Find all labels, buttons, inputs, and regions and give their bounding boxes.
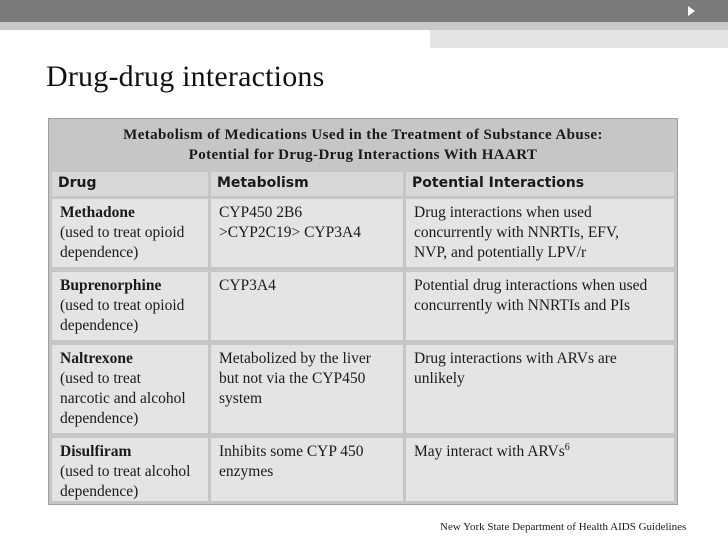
metabolism-text: Metabolized by the liver — [219, 350, 371, 367]
table-heading-line-2: Potential for Drug-Drug Interactions With HAART — [188, 147, 538, 163]
drug-note: (used to treat alcohol — [60, 463, 191, 480]
interactions-text-main: May interact with ARVs — [414, 443, 565, 460]
table-row-drug-cell — [52, 438, 208, 501]
drug-note: dependence) — [60, 483, 139, 500]
drug-name: Naltrexone — [60, 350, 133, 367]
metabolism-text: enzymes — [219, 463, 274, 480]
source-citation: New York State Department of Health AIDS Guidelines — [440, 521, 687, 533]
table-row-drug-cell — [52, 345, 208, 433]
drug-note: (used to treat opioid — [60, 297, 185, 314]
metabolism-text: but not via the CYP450 — [219, 370, 366, 387]
interactions-text: unlikely — [414, 370, 465, 387]
interactions-text: Drug interactions with ARVs are — [414, 350, 617, 367]
metabolism-text: CYP3A4 — [219, 277, 276, 294]
column-header-metabolism: Metabolism — [211, 172, 403, 196]
drug-note: (used to treat — [60, 370, 141, 387]
top-bar-accent-right — [430, 30, 728, 48]
table-row-metabolism-cell — [211, 345, 403, 433]
top-bar — [0, 0, 728, 22]
metabolism-text: system — [219, 390, 263, 407]
metabolism-text: >CYP2C19> CYP3A4 — [219, 224, 361, 241]
top-bar-accent — [0, 22, 728, 30]
drug-note: dependence) — [60, 244, 139, 261]
table-row-metabolism-cell — [211, 199, 403, 267]
metabolism-text: Inhibits some CYP 450 — [219, 443, 364, 460]
interactions-text: NVP, and potentially LPV/r — [414, 244, 587, 261]
table-row-interactions-cell — [406, 272, 674, 340]
table-row-metabolism-cell — [211, 272, 403, 340]
slide-title: Drug-drug interactions — [46, 60, 325, 93]
column-header-drug: Drug — [52, 172, 208, 196]
interactions-text: Potential drug interactions when used — [414, 277, 648, 294]
table-row-interactions-cell — [406, 438, 674, 501]
drug-name: Buprenorphine — [60, 277, 162, 294]
drug-note: dependence) — [60, 410, 139, 427]
interactions-text: Drug interactions when used — [414, 204, 592, 221]
drug-note: narcotic and alcohol — [60, 390, 186, 407]
interaction-table — [48, 118, 678, 505]
table-row-interactions-cell — [406, 199, 674, 267]
drug-note: dependence) — [60, 317, 139, 334]
column-header-interactions: Potential Interactions — [406, 172, 674, 196]
metabolism-text: CYP450 2B6 — [219, 204, 303, 221]
table-row-drug-cell — [52, 199, 208, 267]
interactions-text: concurrently with NNRTIs and PIs — [414, 297, 631, 314]
drug-name: Disulfiram — [60, 443, 132, 460]
table-row-interactions-cell — [406, 345, 674, 433]
interactions-text: concurrently with NNRTIs, EFV, — [414, 224, 619, 241]
drug-name: Methadone — [60, 204, 135, 221]
footnote-superscript: 6 — [564, 441, 570, 453]
drug-note: (used to treat opioid — [60, 224, 185, 241]
table-heading-line-1: Metabolism of Medications Used in the Treatment of Substance Abuse: — [123, 127, 603, 143]
arrow-icon — [688, 6, 695, 16]
table-heading — [49, 119, 677, 172]
table-row-drug-cell — [52, 272, 208, 340]
table-row-metabolism-cell — [211, 438, 403, 501]
interactions-text — [414, 442, 666, 462]
